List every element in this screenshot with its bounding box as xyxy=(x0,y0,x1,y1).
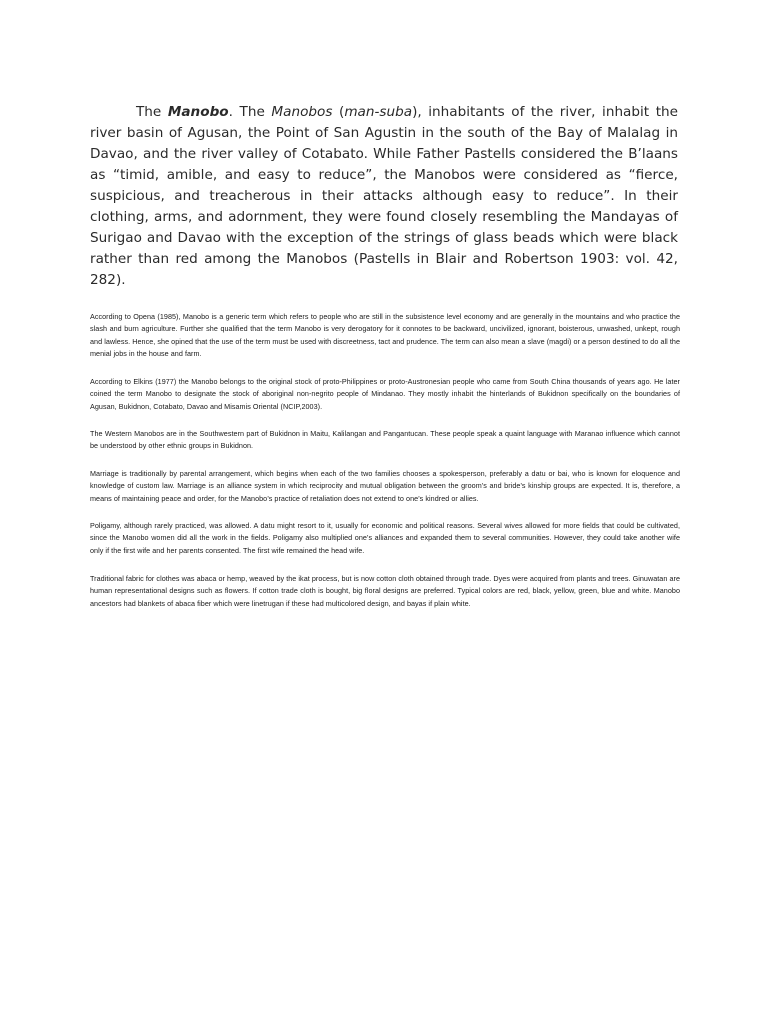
paragraph-traditional-fabric: Traditional fabric for clothes was abaca or hemp, weaved by the ikat process, but is now cotton cloth obtained through trade. Dyes were acquired from plants and trees. Ginuwatan are human representational designs such as flowers. If cotton trade cloth is bought, big floral designs are preferred. Typical colors are red, black, yellow, green, blue and white. Manobo ancestors had blankets of abaca fiber which were linetrugan if these had multicolored design, and bayas if plain white. xyxy=(90,574,680,608)
paragraph-marriage: Marriage is traditionally by parental arrangement, which begins when each of the two families chooses a spokesperson, preferably a datu or bai, who is known for eloquence and knowledge of custom law. Marriage is an alliance system in which reciprocity and mutual obligation between the groom’s and bride’s kinship groups are expected. It is, therefore, a means of maintaining peace and order, for the Manobo’s practice of retaliation does not extend to one’s kindred or allies. xyxy=(90,469,680,503)
lead-term-manobo: Manobo xyxy=(167,104,229,120)
lead-text-3: ( xyxy=(332,104,345,120)
paragraph-poligamy: Poligamy, although rarely practiced, was allowed. A datu might resort to it, usually for economic and political reasons. Several wives allowed for more fields that could be cultivated, since the Manobo women did all the work in the fields. Poligamy also multiplied one’s alliances and expanded them to several communities. However, they could take another wife only if the first wife and her parents consented. The first wife remained the head wife. xyxy=(90,521,680,555)
lead-paragraph xyxy=(90,102,678,291)
paragraph-opena: According to Opena (1985), Manobo is a generic term which refers to people who are still in the subsistence level economy and are generally in the mountains and who practice the slash and burn agriculture. Further she qualified that the term Manobo is very derogatory for it connotes to be backward, uncivilized, ignorant, boisterous, unwashed, unkept, rough and lawless. Hence, she opined that the use of the term must be used with discreetness, tact and prudence. The term can also mean a slave (magdi) or a person destined to do all the menial jobs in the house and farm. xyxy=(90,312,680,359)
paragraph-western-manobos: The Western Manobos are in the Southwestern part of Bukidnon in Maitu, Kalilangan and Pangantucan. These people speak a quaint language with Maranao influence which cannot be understood by other ethnic groups in Bukidnon. xyxy=(90,429,680,451)
lead-text-2: . The xyxy=(228,104,272,120)
lead-term-man-suba: man-suba xyxy=(344,104,413,120)
paragraph-elkins: According to Elkins (1977) the Manobo belongs to the original stock of proto-Philippines or proto-Austronesian people who came from South China thousands of years ago. He later coined the term Manobo to designate the stock of aboriginal non-negrito people of Mindanao. They mostly inhabit the hinterlands of Bukidnon specifically on the boundaries of Agusan, Bukidnon, Cotabato, Davao and Misamis Oriental (NCIP,2003). xyxy=(90,377,680,411)
lead-text-1: The xyxy=(136,104,168,120)
lead-term-manobos: Manobos xyxy=(271,104,333,120)
lead-text-4: ), inhabitants of the river, inhabit the river basin of Agusan, the Point of San Agustin in the south of the Bay of Malalag in Davao, and the river valley of Cotabato. While Father Pastells considered the B’laans as “timid, amible, and easy to reduce”, the Manobos were considered as “fierce, suspicious, and treacherous in their attacks although easy to reduce”. In their clothing, arms, and adornment, they were found closely resembling the Mandayas of Surigao and Davao with the exception of the strings of glass beads which were black rather than red among the Manobos (Pastells in Blair and Robertson 1903: vol. 42, 282). xyxy=(90,104,679,288)
